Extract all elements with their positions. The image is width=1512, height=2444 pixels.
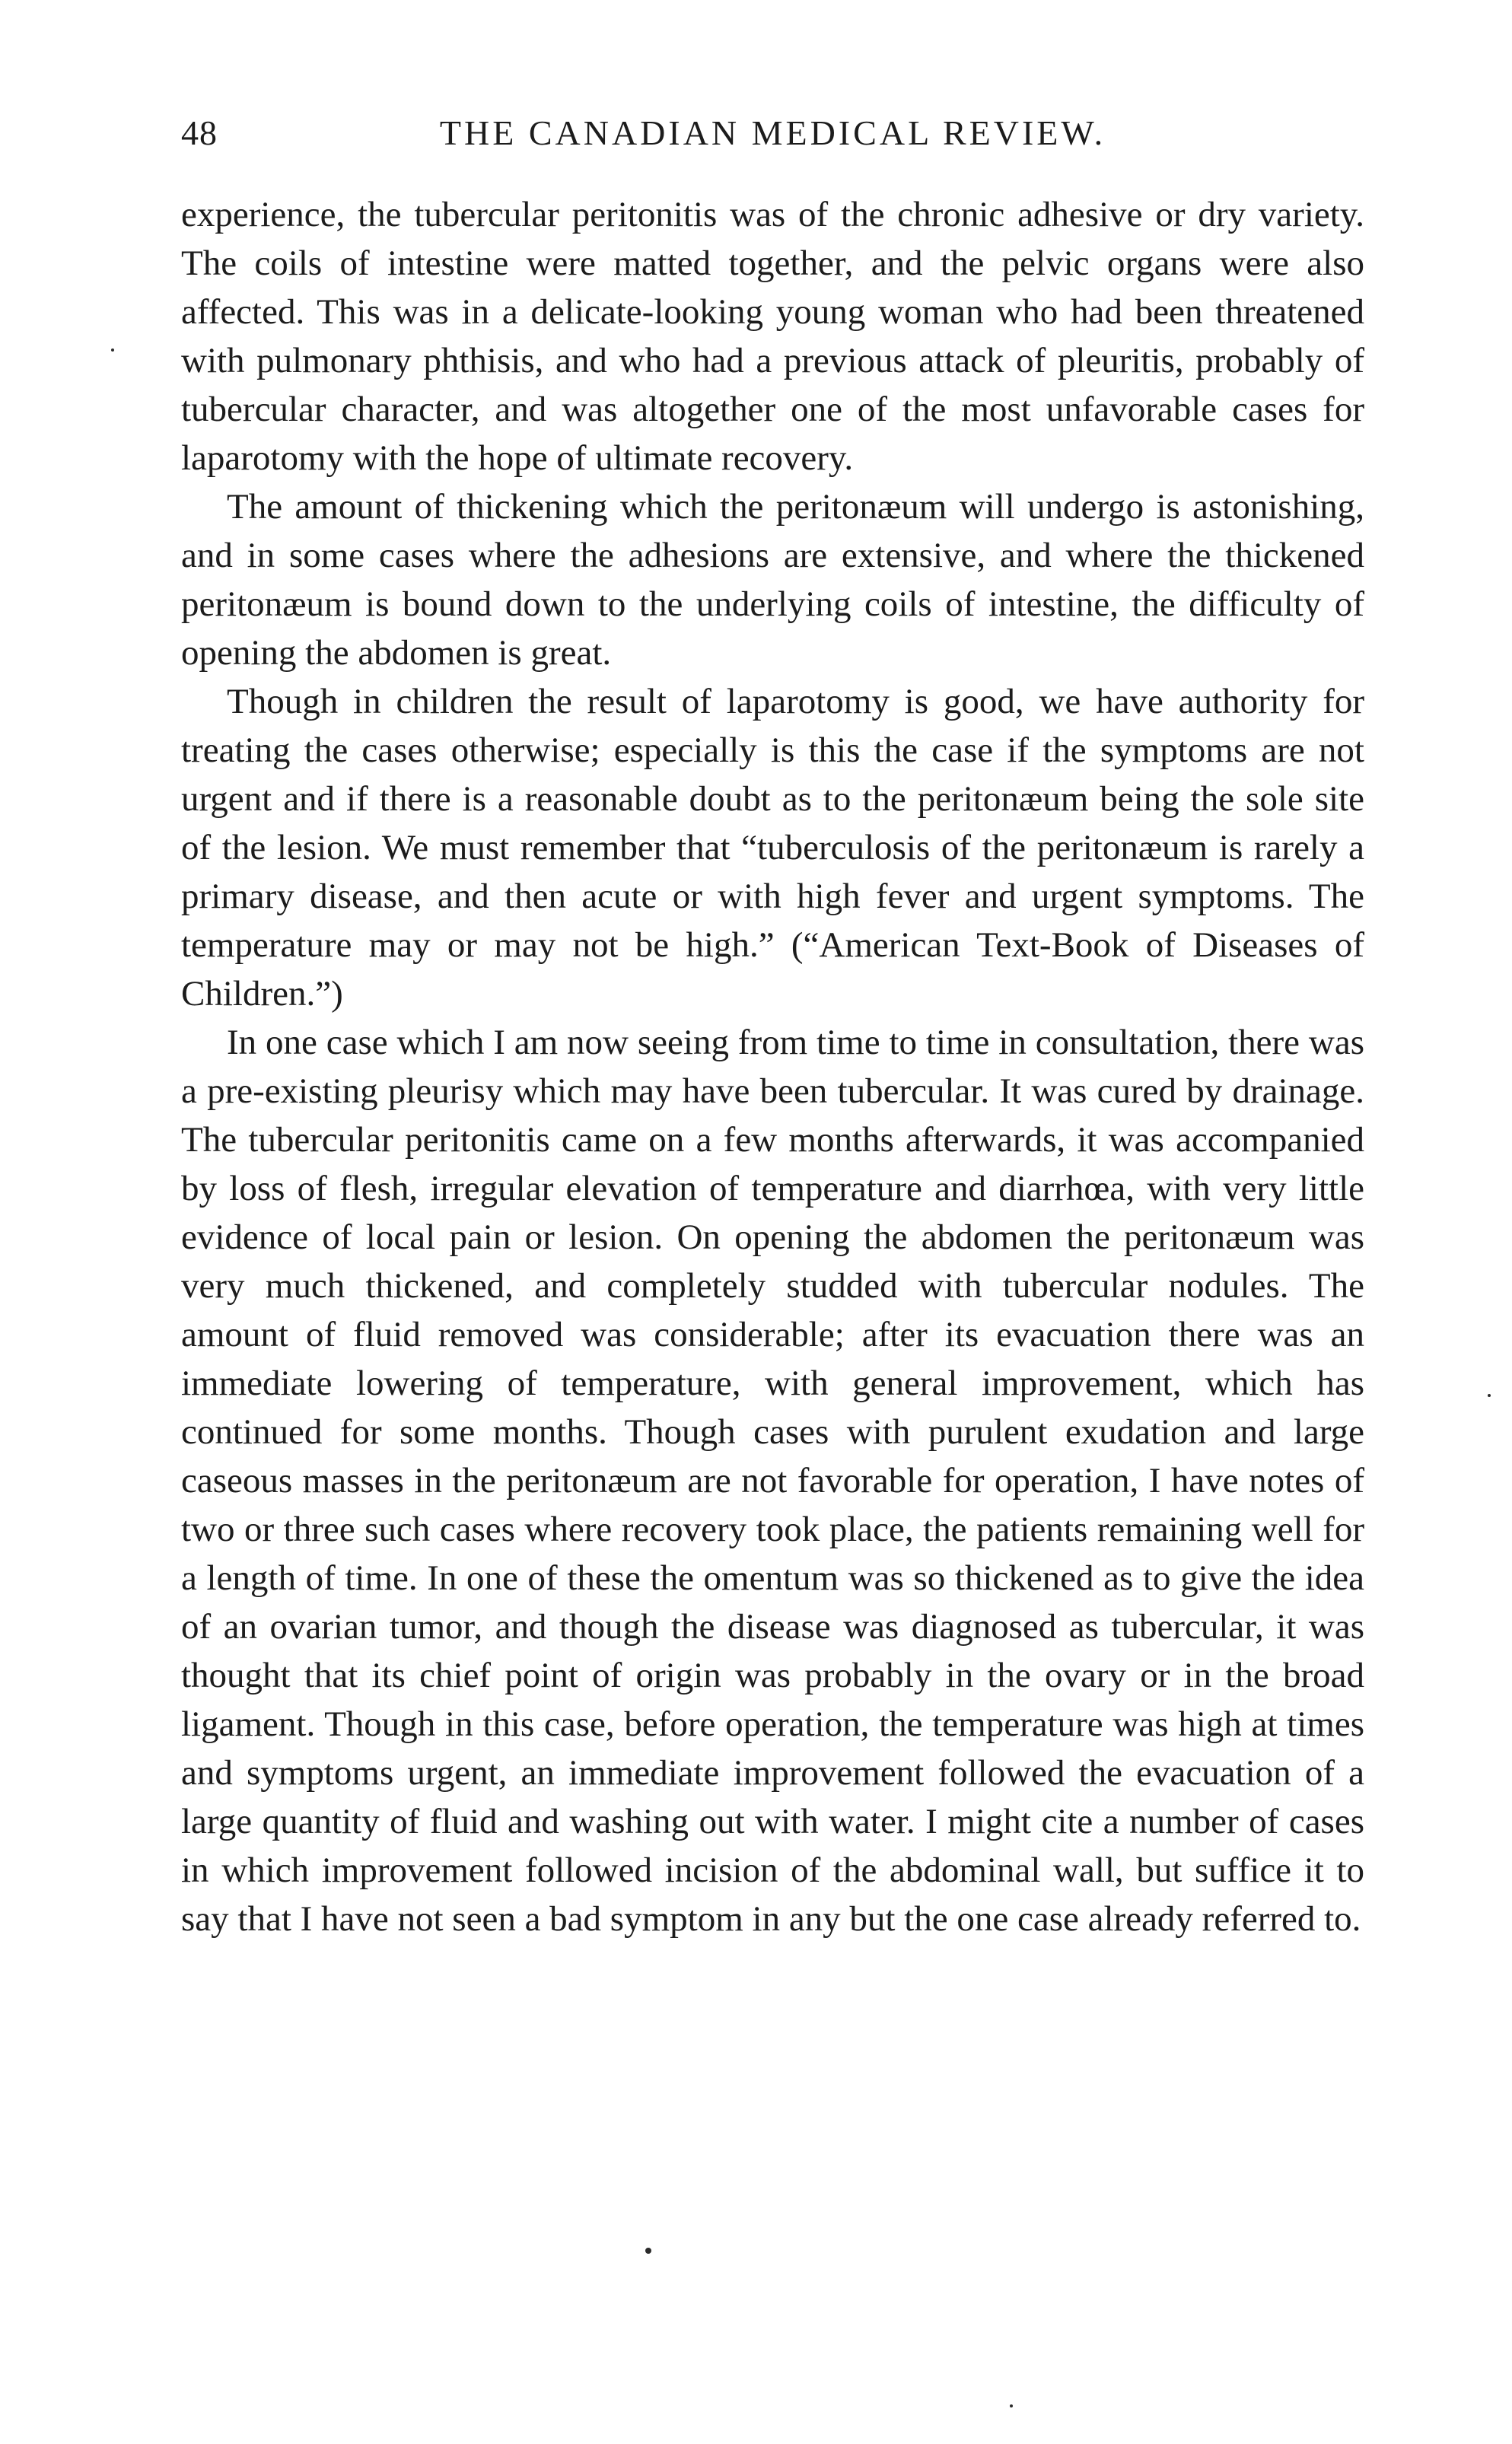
scan-speck (645, 2248, 651, 2254)
body-text (181, 190, 1364, 1943)
scan-speck (1488, 1394, 1491, 1397)
paragraph-2: The amount of thickening which the peritonæum will undergo is astonishing, and in some cases where the adhesions are extensive, and where the thickened peritonæum is bound down to the underlying coils of intestine, the difficulty of opening the abdomen is great. (181, 487, 1364, 673)
page-header (181, 113, 1364, 166)
scan-speck (111, 348, 114, 352)
paragraph-1: experience, the tubercular peritonitis was of the chronic adhesive or dry variety. The coils of intestine were matted together, and the pelvic organs were also affected. This was in a delicate-looking young woman who had been threatened with pulmonary phthisis, and who had a previous attack of pleuritis, probably of tubercular character, and was altogether one of the most unfavorable cases for laparotomy with the hope of ultimate recovery. (181, 195, 1364, 478)
scan-speck (1010, 2404, 1013, 2407)
running-title: THE CANADIAN MEDICAL REVIEW. (439, 113, 1106, 152)
paragraph-4: In one case which I am now seeing from time to time in consultation, there was a pre-existing pleurisy which may have been tubercular. It was cured by drainage. The tubercular peritonitis came on a few months afterwards, it was accompanied by loss of flesh, irregular elevation of temperature and diarrhœa, with very little evidence of local pain or lesion. On opening the abdomen the peritonæum was very much thickened, and completely studded with tubercular nodules. The amount of fluid removed was considerable; after its evacuation there was an immediate lowering of temperature, with general improvement, which has continued for some months. Though cases with purulent exudation and large caseous masses in the peritonæum are not favorable for operation, I have notes of two or three such cases where recovery took place, the patients remaining well for a length of time. In one of these the omentum was so thickened as to give the idea of an ovarian tumor, and though the disease was diagnosed as tubercular, it was thought that its chief point of origin was probably in the ovary or in the broad ligament. Though in this case, before operation, the temperature was high at times and symptoms urgent, an immediate improvement followed the evacuation of a large quantity of fluid and washing out with water. I might cite a number of cases in which improvement followed incision of the abdominal wall, but suffice it to say that I have not seen a bad symptom in any but the one case already referred to. (181, 1023, 1364, 1939)
page-number: 48 (181, 113, 218, 152)
paragraph-3: Though in children the result of laparotomy is good, we have authority for treating the cases otherwise; especially is this the case if the symptoms are not urgent and if there is a reasonable doubt as to the peritonæum being the sole site of the lesion. We must remember that “tuberculosis of the peritonæum is rarely a primary disease, and then acute or with high fever and urgent symptoms. The temperature may or may not be high.” (“American Text-Book of Diseases of Children.”) (181, 682, 1364, 1014)
